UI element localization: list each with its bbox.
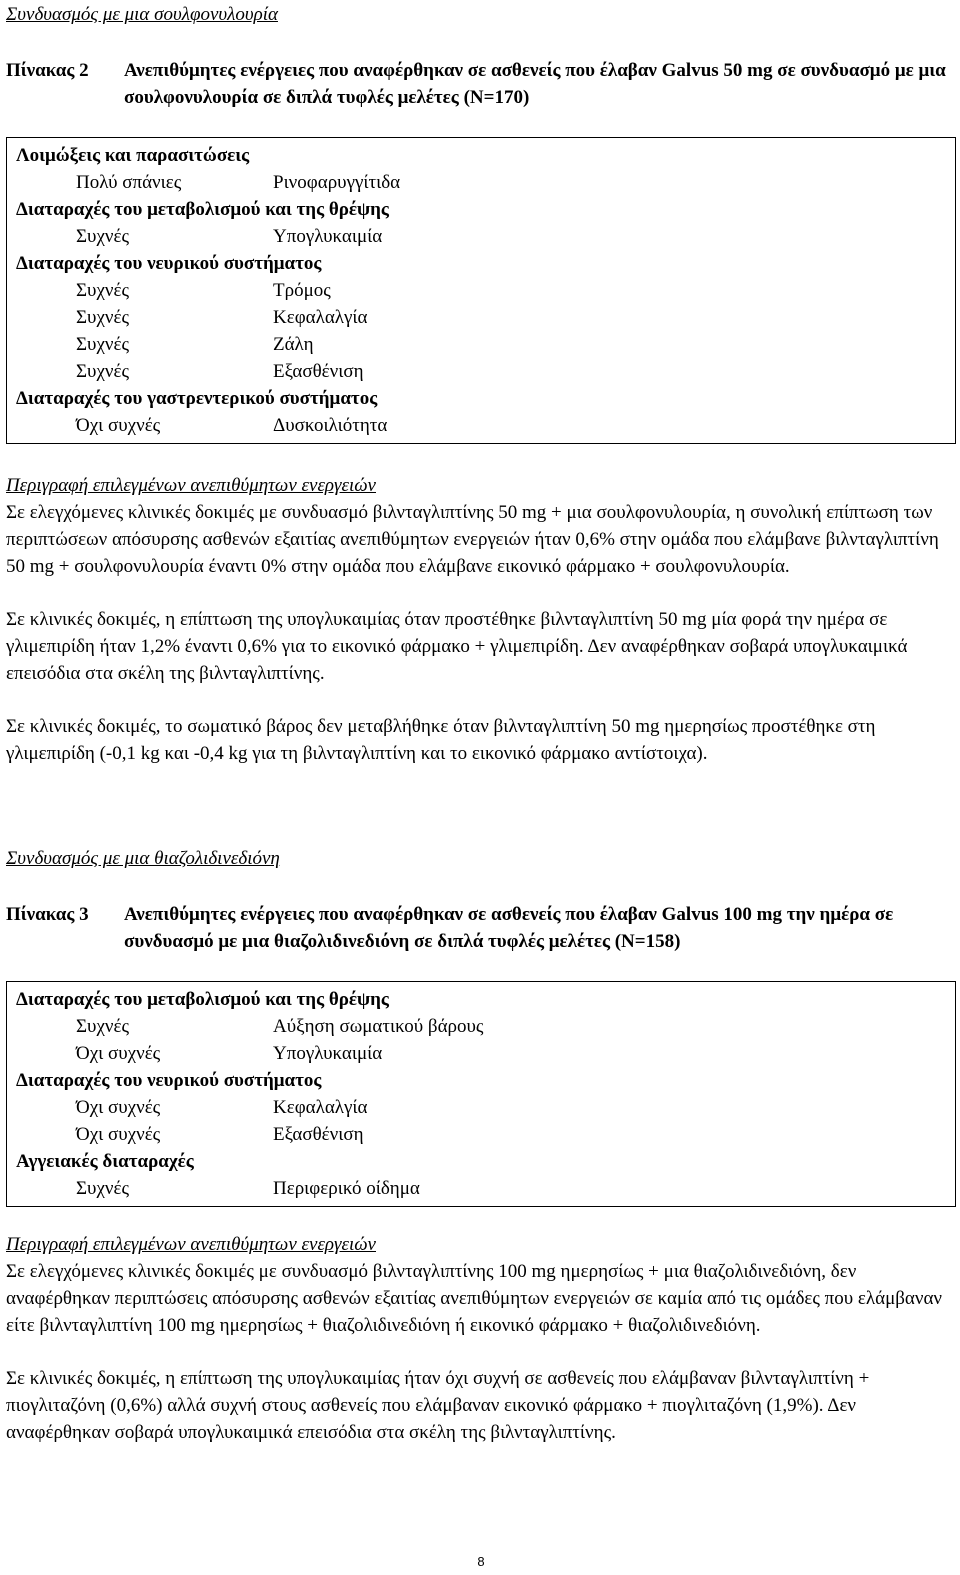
frequency-cell: Συχνές [76, 361, 129, 382]
adverse-reaction-cell: Εξασθένιση [273, 1124, 364, 1145]
frequency-cell: Πολύ σπάνιες [76, 172, 182, 193]
system-organ-class: Διαταραχές του νευρικού συστήματος [16, 253, 322, 274]
adverse-reaction-cell: Κεφαλαλγία [273, 1097, 368, 1118]
adverse-reaction-cell: Υπογλυκαιμία [273, 226, 383, 247]
adverse-events-table [6, 981, 956, 1207]
adverse-reaction-cell: Κεφαλαλγία [273, 307, 368, 328]
system-organ-class: Λοιμώξεις και παρασιτώσεις [16, 145, 250, 166]
frequency-cell: Συχνές [76, 1178, 129, 1199]
frequency-cell: Συχνές [76, 280, 129, 301]
paragraph: Σε κλινικές δοκιμές, η επίπτωση της υπογλυκαιμίας ήταν όχι συχνή σε ασθενείς που ελάμβαναν βιλνταγλιπτίνη + πιογλιταζόνη (0,6%) αλλά συχνή στους ασθενείς που ελάμβαναν εικονικό φάρμακο + πιογλιταζόνη (1,9%). Δεν αναφέρθηκαν σοβαρά υπογλυκαιμικά επεισόδια στα σκέλη της βιλνταγλιπτίνης. [6, 1368, 870, 1443]
adverse-reaction-cell: Ζάλη [273, 334, 314, 355]
system-organ-class: Διαταραχές του μεταβολισμού και της θρέψης [16, 989, 389, 1010]
adverse-events-table [6, 137, 956, 444]
frequency-cell: Συχνές [76, 226, 129, 247]
section-heading: Συνδυασμός με μια σουλφονυλουρία [6, 4, 278, 25]
table-row [16, 277, 955, 304]
paragraph: Σε κλινικές δοκιμές, η επίπτωση της υπογλυκαιμίας όταν προστέθηκε βιλνταγλιπτίνη 50 mg μία φορά την ημέρα σε γλιμεπιρίδη ήταν 1,2% έναντι 0,6% για το εικονικό φάρμακο + γλιμεπιρίδη. Δεν αναφέρθηκαν σοβαρά υπογλυκαιμικά επεισόδια στα σκέλη της βιλνταγλιπτίνης. [6, 609, 908, 684]
system-organ-class: Διαταραχές του νευρικού συστήματος [16, 1070, 322, 1091]
paragraph: Σε ελεγχόμενες κλινικές δοκιμές με συνδυασμό βιλνταγλιπτίνης 100 mg ημερησίως + μια θιαζολιδινεδιόνη, δεν αναφέρθηκαν περιπτώσεις απόσυρσης ασθενών εξαιτίας ανεπιθύμητων ενεργειών σε καμία από τις ομάδες που ελάμβαναν είτε βιλνταγλιπτίνη 100 mg ημερησίως + θιαζολιδινεδιόνη ή εικονικό φάρμακο + θιαζολιδινεδιόνη. [6, 1261, 943, 1336]
table-row [16, 412, 955, 439]
adverse-reaction-cell: Εξασθένιση [273, 361, 364, 382]
table-caption [6, 901, 956, 955]
frequency-cell: Συχνές [76, 334, 129, 355]
system-organ-class: Αγγειακές διαταραχές [16, 1151, 194, 1172]
table-title: Ανεπιθύμητες ενέργειες που αναφέρθηκαν σε ασθενείς που έλαβαν Galvus 100 mg την ημέρα σε συνδυασμό με μια θιαζολιδινεδιόνη σε διπλά τυφλές μελέτες (N=158) [124, 904, 894, 952]
frequency-cell: Όχι συχνές [76, 1124, 161, 1145]
adverse-reaction-cell: Υπογλυκαιμία [273, 1043, 383, 1064]
system-organ-class: Διαταραχές του γαστρεντερικού συστήματος [16, 388, 378, 409]
adverse-reaction-cell: Δυσκοιλιότητα [273, 415, 388, 436]
frequency-cell: Συχνές [76, 307, 129, 328]
section-thiazolidinedione [6, 845, 956, 1446]
frequency-cell: Συχνές [76, 1016, 129, 1037]
table-row [16, 223, 955, 250]
table-row [16, 1040, 955, 1067]
description-heading: Περιγραφή επιλεγμένων ανεπιθύμητων ενεργειών [6, 475, 376, 496]
table-row [16, 304, 955, 331]
table-row [16, 331, 955, 358]
frequency-cell: Όχι συχνές [76, 1097, 161, 1118]
paragraph: Σε κλινικές δοκιμές, το σωματικό βάρος δεν μεταβλήθηκε όταν βιλνταγλιπτίνη 50 mg ημερησίως προστέθηκε στη γλιμεπιρίδη (-0,1 kg και -0,4 kg για τη βιλνταγλιπτίνη και το εικονικό φάρμακο αντίστοιχα). [6, 716, 876, 764]
table-title: Ανεπιθύμητες ενέργειες που αναφέρθηκαν σε ασθενείς που έλαβαν Galvus 50 mg σε συνδυασμό με μια σουλφονυλουρία σε διπλά τυφλές μελέτες (N=170) [124, 60, 946, 108]
adverse-reaction-cell: Αύξηση σωματικού βάρους [273, 1016, 484, 1037]
system-organ-class: Διαταραχές του μεταβολισμού και της θρέψης [16, 199, 389, 220]
table-caption [6, 57, 956, 111]
description-heading: Περιγραφή επιλεγμένων ανεπιθύμητων ενεργειών [6, 1234, 376, 1255]
section-sulfonylurea [6, 1, 956, 767]
table-number: Πίνακας 2 [6, 60, 89, 81]
page-number: 8 [477, 1554, 485, 1569]
table-row [16, 1175, 955, 1202]
adverse-reaction-cell: Ρινοφαρυγγίτιδα [273, 172, 401, 193]
table-row [16, 169, 955, 196]
paragraph: Σε ελεγχόμενες κλινικές δοκιμές με συνδυασμό βιλνταγλιπτίνης 50 mg + μια σουλφονυλουρία, η συνολική επίπτωση των περιπτώσεων απόσυρσης ασθενών εξαιτίας ανεπιθύμητων ενεργειών ήταν 0,6% στην ομάδα που ελάμβανε βιλνταγλιπτίνη 50 mg + σουλφονυλουρία έναντι 0% στην ομάδα που ελάμβανε εικονικό φάρμακο + σουλφονυλουρία. [6, 502, 939, 577]
table-row [16, 358, 955, 385]
table-row [16, 1094, 955, 1121]
table-row [16, 1121, 955, 1148]
section-heading: Συνδυασμός με μια θιαζολιδινεδιόνη [6, 848, 280, 869]
adverse-reaction-cell: Τρόμος [273, 280, 331, 301]
adverse-reaction-cell: Περιφερικό οίδημα [273, 1178, 420, 1199]
table-row [16, 1013, 955, 1040]
frequency-cell: Όχι συχνές [76, 415, 161, 436]
frequency-cell: Όχι συχνές [76, 1043, 161, 1064]
table-number: Πίνακας 3 [6, 904, 89, 925]
